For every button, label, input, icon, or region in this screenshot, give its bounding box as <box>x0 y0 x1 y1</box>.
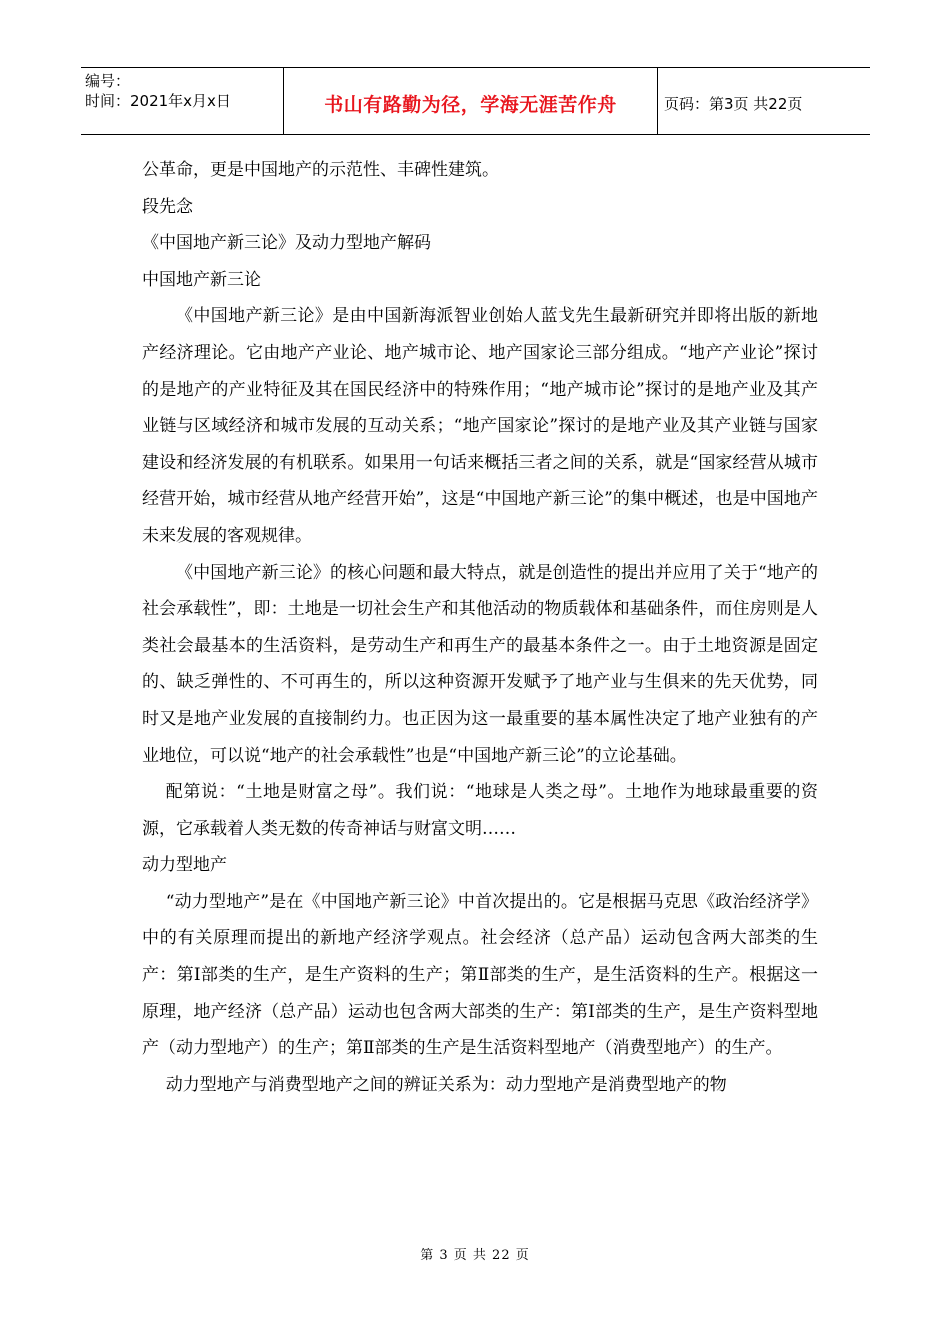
page-header <box>81 67 870 135</box>
serial-label: 编号： <box>85 72 131 90</box>
paragraph: “动力型地产”是在《中国地产新三论》中首次提出的。它是根据马克思《政治经济学》中的有关原理而提出的新地产经济学观点。社会经济（总产品）运动包含两大部类的生产：第Ⅰ部类的生产，是生产资料的生产；第Ⅱ部类的生产，是生活资料的生产。根据这一原理，地产经济（总产品）运动也包含两大部类的生产：第Ⅰ部类的生产，是生产资料型地产（动力型地产）的生产；第Ⅱ部类的生产是生活资料型地产（消费型地产）的生产。 <box>142 891 818 1059</box>
section-title: 《中国地产新三论》及动力型地产解码 <box>142 233 431 254</box>
paragraph: 公革命，更是中国地产的示范性、丰碑性建筑。 <box>142 160 499 180</box>
subsection-title: 动力型地产 <box>142 855 227 876</box>
header-motto-cell <box>284 68 658 134</box>
motto-text: 书山有路勤为径，学海无涯苦作舟 <box>324 93 617 116</box>
header-page-cell <box>658 68 870 134</box>
paragraph: 《中国地产新三论》是由中国新海派智业创始人蓝戈先生最新研究并即将出版的新地产经济理论。它由地产产业论、地产城市论、地产国家论三部分组成。“地产产业论”探讨的是地产的产业特征及其在国民经济中的特殊作用；“地产城市论”探讨的是地产业及其产业链与区域经济和城市发展的互动关系；“地产国家论”探讨的是地产业及其产业链与国家建设和经济发展的有机联系。如果用一句话来概括三者之间的关系，就是“国家经营从城市经营开始，城市经营从地产经营开始”，这是“中国地产新三论”的集中概述，也是中国地产未来发展的客观规律。 <box>142 306 818 546</box>
document-body <box>142 152 818 1103</box>
date-label: 时间：2021年x月x日 <box>85 92 231 110</box>
header-meta-cell <box>81 68 284 134</box>
paragraph: 《中国地产新三论》的核心问题和最大特点，就是创造性的提出并应用了关于“地产的社会承载性”，即：土地是一切社会生产和其他活动的物质载体和基础条件，而住房则是人类社会最基本的生活资料，是劳动生产和再生产的最基本条件之一。由于土地资源是固定的、缺乏弹性的、不可再生的，所以这种资源开发赋予了地产业与生俱来的先天优势，同时又是地产业发展的直接制约力。也正因为这一最重要的基本属性决定了地产业独有的产业地位，可以说“地产的社会承载性”也是“中国地产新三论”的立论基础。 <box>142 562 818 766</box>
paragraph: 动力型地产与消费型地产之间的辨证关系为：动力型地产是消费型地产的物 <box>165 1074 727 1095</box>
subsection-title: 中国地产新三论 <box>142 269 261 290</box>
author-line: 段先念 <box>142 196 193 217</box>
page-info: 页码：第3页 共22页 <box>664 94 803 113</box>
footer-page-number: 第 3 页 共 22 页 <box>420 1248 530 1263</box>
paragraph: 配第说：“土地是财富之母”。我们说：“地球是人类之母”。土地作为地球最重要的资源，它承载着人类无数的传奇神话与财富文明…… <box>142 782 818 839</box>
page-footer <box>0 1244 950 1263</box>
